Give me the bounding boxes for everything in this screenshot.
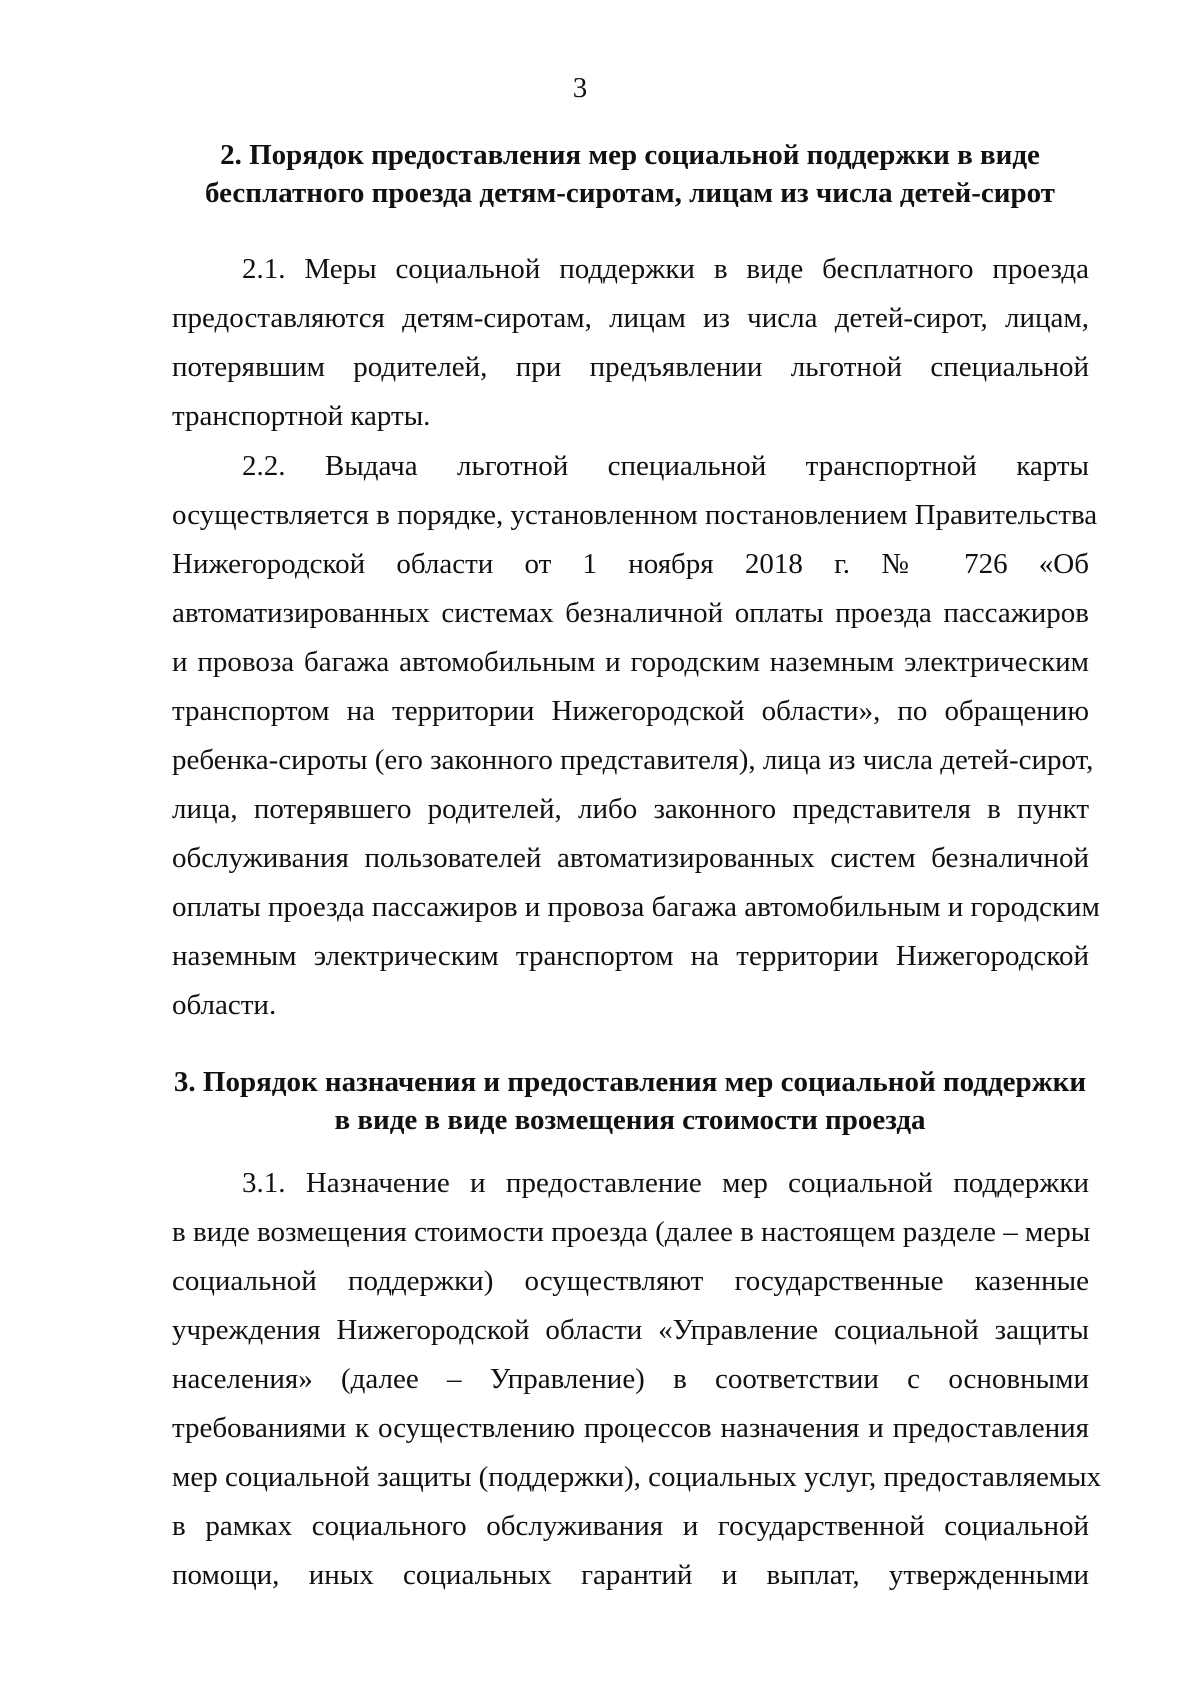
text-line: осуществляется в порядке, установленном постановлением Правительства [172, 499, 1098, 531]
text-line: мер социальной защиты (поддержки), социальных услуг, предоставляемых [172, 1461, 1102, 1493]
text-line: ребенка-сироты (его законного представителя), лица из числа детей-сирот, [172, 744, 1094, 776]
section-2-heading [170, 136, 1090, 212]
text-line: 2.1. Меры социальной поддержки в виде бесплатного проезда [242, 253, 1089, 285]
section-3-heading [170, 1063, 1090, 1139]
text-line: населения» (далее – Управление) в соответствии с основными [172, 1363, 1089, 1395]
text-line: области. [172, 989, 277, 1021]
text-line: предоставляются детям-сиротам, лицам из числа детей-сирот, лицам, [172, 302, 1089, 334]
text-line: оплаты проезда пассажиров и провоза багажа автомобильным и городским [172, 891, 1100, 923]
text-line: транспортной карты. [172, 400, 431, 432]
paragraph-2-2 [172, 442, 1100, 1030]
text-line: 3.1. Назначение и предоставление мер социальной поддержки [242, 1167, 1089, 1199]
text-line: Нижегородской области от 1 ноября 2018 г. № 726 «Об [172, 548, 1089, 580]
page-number: 3 [572, 72, 588, 104]
heading-line: 2. Порядок предоставления мер социальной поддержки в виде [220, 139, 1040, 171]
text-line: автоматизированных системах безналичной оплаты проезда пассажиров [172, 597, 1089, 629]
text-line: и провоза багажа автомобильным и городским наземным электрическим [172, 646, 1089, 678]
paragraph-3-1 [172, 1159, 1102, 1600]
text-line: учреждения Нижегородской области «Управление социальной защиты [172, 1314, 1089, 1346]
text-line: помощи, иных социальных гарантий и выплат, утвержденными [172, 1559, 1089, 1591]
paragraph-2-1 [172, 245, 1089, 441]
text-line: лица, потерявшего родителей, либо законного представителя в пункт [172, 793, 1089, 825]
text-line: наземным электрическим транспортом на территории Нижегородской [172, 940, 1089, 972]
text-line: требованиями к осуществлению процессов назначения и предоставления [172, 1412, 1089, 1444]
text-line: в рамках социального обслуживания и государственной социальной [172, 1510, 1089, 1542]
text-line: потерявшим родителей, при предъявлении льготной специальной [172, 351, 1089, 383]
heading-line: 3. Порядок назначения и предоставления мер социальной поддержки [173, 1066, 1087, 1098]
heading-line: бесплатного проезда детям-сиротам, лицам из числа детей-сирот [205, 177, 1055, 209]
text-line: транспортом на территории Нижегородской области», по обращению [172, 695, 1089, 727]
heading-line: в виде в виде возмещения стоимости проезда [334, 1104, 926, 1136]
text-line: социальной поддержки) осуществляют государственные казенные [172, 1265, 1089, 1297]
text-line: в виде возмещения стоимости проезда (далее в настоящем разделе – меры [172, 1216, 1091, 1248]
text-line: 2.2. Выдача льготной специальной транспортной карты [242, 450, 1089, 482]
text-line: обслуживания пользователей автоматизированных систем безналичной [172, 842, 1089, 874]
